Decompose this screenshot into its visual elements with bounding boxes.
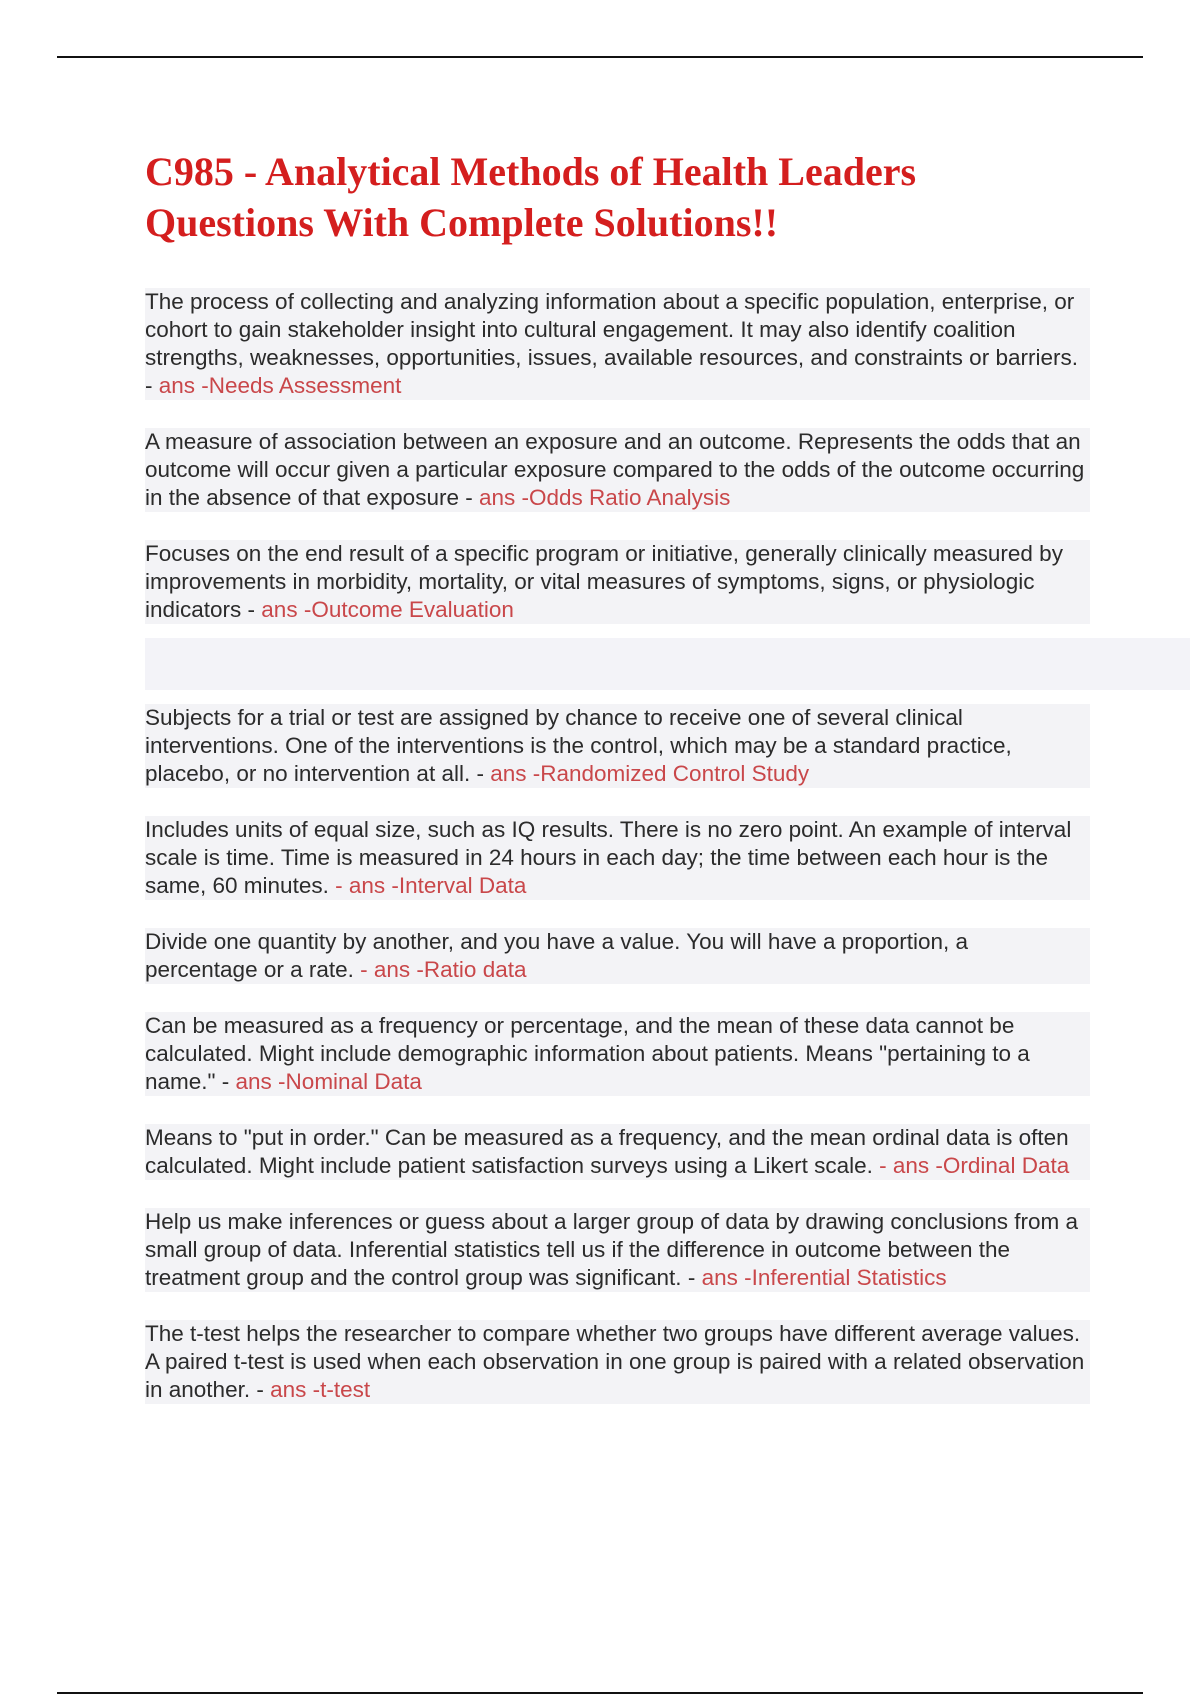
qa-item-randomized-control: Subjects for a trial or test are assigned by chance to receive one of several clinical interventions. One of the interventions is the control, which may be a standard practice, placebo, or no intervention at all. - ans -Randomized Control Study [145, 704, 1090, 788]
question-text: Can be measured as a frequency or percentage, and the mean of these data cannot be calculated. Might include demographic information about patients. Means "pertaining to a name." [145, 1013, 1030, 1094]
answer-text: ans -Nominal Data [235, 1069, 422, 1094]
document-title-line-1: C985 - Analytical Methods of Health Leaders [145, 149, 917, 194]
answer-text: ans -Needs Assessment [158, 373, 402, 398]
blank-highlight-band [145, 638, 1190, 690]
answer-text: ans -Randomized Control Study [490, 761, 810, 786]
answer-text: ans -Odds Ratio Analysis [478, 485, 731, 510]
answer-text: ans -Interval Data [348, 873, 527, 898]
document-body [145, 146, 1090, 1432]
answer-text: ans -Ratio data [373, 957, 527, 982]
qa-list [145, 288, 1090, 1404]
qa-item-interval-data: Includes units of equal size, such as IQ results. There is no zero point. An example of interval scale is time. Time is measured in 24 hours in each day; the time between each hour is the same, 60 minutes. - ans -Interval Data [145, 816, 1090, 900]
question-text: A measure of association between an exposure and an outcome. Represents the odds that an outcome will occur given a particular exposure compared to the odds of the outcome occurring in the absence of that exposure [145, 429, 1085, 510]
qa-item-ratio-data: Divide one quantity by another, and you have a value. You will have a proportion, a percentage or a rate. - ans -Ratio data [145, 928, 1090, 984]
question-text: The process of collecting and analyzing information about a specific population, enterprise, or cohort to gain stakeholder insight into cultural engagement. It may also identify coalition strengths, weaknesses, opportunities, issues, available resources, and constraints or barriers. [145, 289, 1078, 370]
question-text: Focuses on the end result of a specific program or initiative, generally clinically measured by improvements in morbidity, mortality, or vital measures of symptoms, signs, or physiologic indicators [145, 541, 1063, 622]
answer-text: ans -t-test [270, 1377, 371, 1402]
question-text: Help us make inferences or guess about a larger group of data by drawing conclusions from a small group of data. Inferential statistics tell us if the difference in outcome between the treatment group and the control group was significant. [145, 1209, 1079, 1290]
header-rule [57, 56, 1143, 58]
qa-item-needs-assessment: The process of collecting and analyzing information about a specific population, enterprise, or cohort to gain stakeholder insight into cultural engagement. It may also identify coalition strengths, weaknesses, opportunities, issues, available resources, and constraints or barriers. - ans -Needs Assessment [145, 288, 1090, 400]
question-text: Means to "put in order." Can be measured as a frequency, and the mean ordinal data is often calculated. Might include patient satisfaction surveys using a Likert scale. [145, 1125, 1069, 1178]
question-text: The t-test helps the researcher to compare whether two groups have different average values. A paired t-test is used when each observation in one group is paired with a related observation in another. [145, 1321, 1085, 1402]
question-text: Includes units of equal size, such as IQ results. There is no zero point. An example of interval scale is time. Time is measured in 24 hours in each day; the time between each hour is the same, 60 minutes. [145, 817, 1072, 898]
answer-text: ans -Ordinal Data [892, 1153, 1070, 1178]
qa-item-inferential-statistics: Help us make inferences or guess about a larger group of data by drawing conclusions from a small group of data. Inferential statistics tell us if the difference in outcome between the treatment group and the control group was significant. - ans -Inferential Statistics [145, 1208, 1090, 1292]
document-title-line-2: Questions With Complete Solutions!! [145, 200, 779, 245]
question-text: Divide one quantity by another, and you have a value. You will have a proportion, a percentage or a rate. [145, 929, 969, 982]
qa-item-outcome-evaluation: Focuses on the end result of a specific program or initiative, generally clinically measured by improvements in morbidity, mortality, or vital measures of symptoms, signs, or physiologic indicators - ans -Outcome Evaluation [145, 540, 1090, 624]
answer-text: ans -Outcome Evaluation [261, 597, 514, 622]
qa-item-ordinal-data: Means to "put in order." Can be measured as a frequency, and the mean ordinal data is often calculated. Might include patient satisfaction surveys using a Likert scale. - ans -Ordinal Data [145, 1124, 1090, 1180]
answer-text: ans -Inferential Statistics [701, 1265, 947, 1290]
footer-rule [57, 1692, 1143, 1694]
qa-item-odds-ratio: A measure of association between an exposure and an outcome. Represents the odds that an outcome will occur given a particular exposure compared to the odds of the outcome occurring in the absence of that exposure - ans -Odds Ratio Analysis [145, 428, 1090, 512]
qa-item-nominal-data: Can be measured as a frequency or percentage, and the mean of these data cannot be calculated. Might include demographic information about patients. Means "pertaining to a name." - ans -Nominal Data [145, 1012, 1090, 1096]
question-text: Subjects for a trial or test are assigned by chance to receive one of several clinical interventions. One of the interventions is the control, which may be a standard practice, placebo, or no intervention at all. [145, 705, 1012, 786]
document-title [145, 146, 1090, 248]
qa-item-t-test: The t-test helps the researcher to compare whether two groups have different average values. A paired t-test is used when each observation in one group is paired with a related observation in another. - ans -t-test [145, 1320, 1090, 1404]
